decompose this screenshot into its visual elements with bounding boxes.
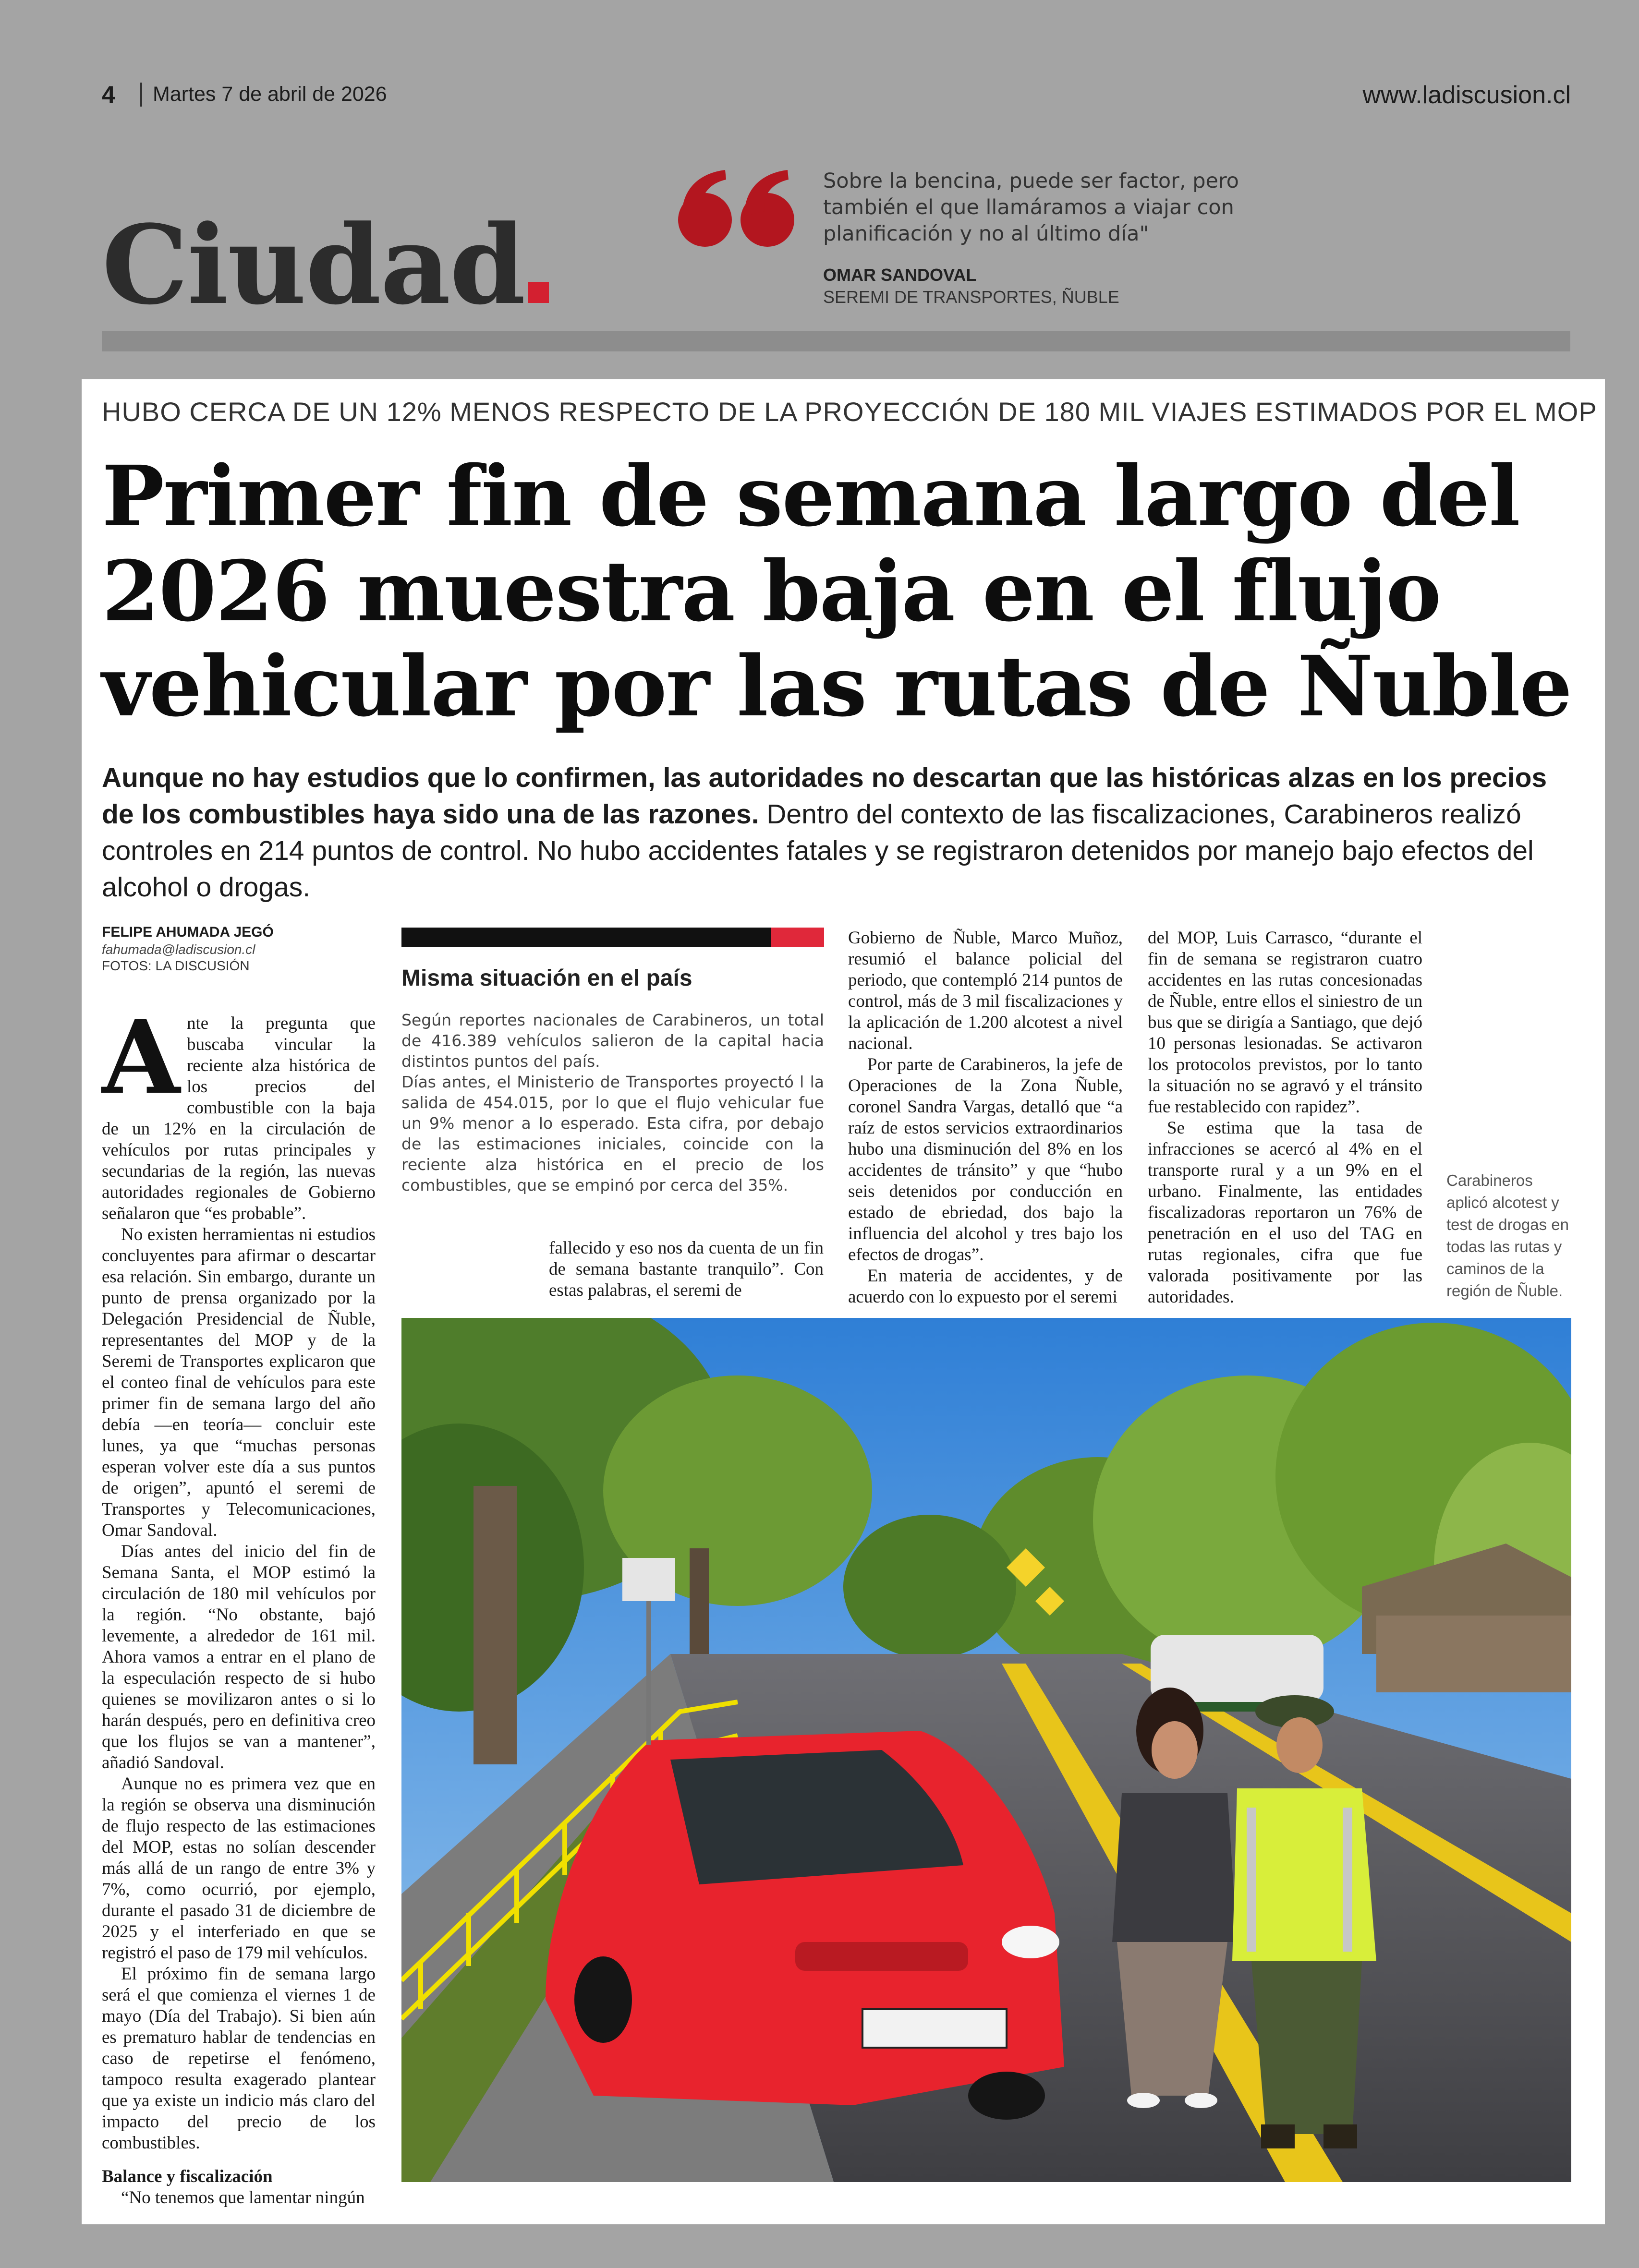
section-title-text: Ciudad (102, 202, 525, 329)
red-car (546, 1731, 1064, 2120)
paragraph: “No tenemos que lamentar ningún (121, 2188, 365, 2208)
photo-credit: FOTOS: LA DISCUSIÓN (102, 958, 250, 973)
article-photo (401, 1318, 1571, 2182)
body-column-3 (848, 928, 1123, 1308)
sign-pole (646, 1601, 651, 1745)
issue-date: Martes 7 de abril de 2026 (153, 83, 387, 106)
drop-cap: A (102, 998, 180, 1117)
box-title: Misma situación en el país (401, 965, 692, 991)
body-column-4 (1148, 928, 1422, 1308)
byline-author: FELIPE AHUMADA JEGÓ (102, 924, 274, 940)
box-bar-accent (771, 928, 824, 947)
byline-email[interactable]: fahumada@ladiscusion.cl (102, 942, 255, 957)
body-column-1 (102, 998, 376, 2208)
article-kicker: HUBO CERCA DE UN 12% MENOS RESPECTO DE LA PROYECCIÓN DE 180 MIL VIAJES ESTIMADOS POR EL MOP (102, 397, 1597, 427)
header-divider-bar (102, 331, 1570, 351)
section-title (102, 202, 549, 329)
article-headline: Primer fin de semana largo del 2026 muestra baja en el flujo vehicular por las rutas de Ñuble (102, 447, 1572, 735)
paragraph: Por parte de Carabineros, la jefe de Operaciones de la Zona Ñuble, coronel Sandra Vargas, detalló que “a raíz de estos servicios extraordinarios hubo una disminución del 8% en los accidentes de tránsito” y que “hubo seis detenidos por conducción en estado de ebriedad, dos bajo la influencia del alcohol y tres bajo los efectos de drogas”. (848, 1055, 1123, 1265)
paragraph: del MOP, Luis Carrasco, “durante el fin de semana se registraron cuatro accidentes en las rutas concesionadas de Ñuble, entre ellos el siniestro de un bus que se dirigía a Santiago, que dejó 10 personas lesionadas. Se activaron los protocolos previstos, por lo tanto la situación no se agravó y el tránsito fue restablecido con rapidez”. (1148, 928, 1422, 1117)
photo-caption: Carabineros aplicó alcotest y test de drogas en todas las rutas y caminos de la región de Ñuble. (1446, 1171, 1569, 1300)
page-number: 4 (102, 81, 115, 108)
box-paragraph: Días antes, el Ministerio de Transportes proyectó l la salida de 454.015, por lo que el flujo vehicular fue un 9% menor a lo esperado. Esta cifra, por debajo de las estimaciones iniciales, coincide con la reciente alza histórica en el precio de los combustibles, que se empinó por cerca del 35%. (401, 1073, 824, 1194)
paragraph: No existen herramientas ni estudios concluyentes para afirmar o descartar esa relación. Sin embargo, durante un punto de prensa organizado por la Delegación Presidencial de Ñuble, representantes del MOP y de la Seremi de Transportes explicaron que el conteo final de vehículos para este primer fin de semana largo del año debía —en teoría— concluir este lunes, ya que “muchas personas esperan volver este día a sus puntos de origen”, apuntó el seremi de Transportes y Telecomunicaciones, Omar Sandoval. (102, 1225, 376, 1540)
article-lede (102, 760, 1586, 905)
lede-bold: Aunque no hay estudios que lo confirmen, las autoridades no descartan que las históricas alzas en los precios de los combustibles haya sido una de las razones. (102, 762, 1547, 830)
pull-quote-author: OMAR SANDOVAL (823, 265, 977, 285)
paragraph: Días antes del inicio del fin de Semana Santa, el MOP estimó la circulación de 180 mil vehículos por la región. “No obstante, bajó levemente, a alrededor de 161 mil. Ahora vamos a entrar en el plano de la especulación respecto de si hubo quienes se movilizaron antes o si lo harán después, pero en definitiva creo que los flujos se van a mantener”, añadió Sandoval. (102, 1542, 376, 1773)
lede-rest: Dentro del contexto de las fiscalizaciones, Carabineros realizó controles en 214 puntos de control. No hubo accidentes fatales y se registraron detenidos por manejo bajo efectos del alcohol o drogas. (102, 799, 1534, 903)
paragraph: fallecido y eso nos da cuenta de un fin de semana bastante tranquilo”. Con estas palabras, el seremi de (549, 1238, 824, 1300)
body-column-2 (549, 1238, 824, 1301)
quote-icon (672, 163, 802, 250)
paragraph: Se estima que la tasa de infracciones se acercó al 4% en el transporte rural y a un 9% en el urbano. Finalmente, las entidades fiscalizadoras reportaron un 76% de penetración en el uso del TAG en rutas regionales, cifra que fue valorada positivamente por las autoridades. (1148, 1118, 1422, 1307)
box-bar (401, 928, 771, 947)
paragraph: Gobierno de Ñuble, Marco Muñoz, resumió el balance policial del periodo, que contempló 214 puntos de control, más de 3 mil fiscalizaciones y la aplicación de 1.200 alcotest a nivel nacional. (848, 928, 1123, 1053)
paragraph: En materia de accidentes, y de acuerdo con lo expuesto por el seremi (848, 1266, 1123, 1307)
subheading: Balance y fiscalización (102, 2167, 273, 2186)
website-url[interactable]: www.ladiscusion.cl (1362, 81, 1571, 109)
pull-quote-role: SEREMI DE TRANSPORTES, ÑUBLE (823, 287, 1119, 307)
section-dot (528, 282, 549, 303)
paragraph: Aunque no es primera vez que en la región se observa una disminución de flujo respecto de las estimaciones del MOP, estas no solían descender más allá de un rango de entre 3% y 7%, como ocurrió, por ejemplo, durante el pasado 31 de diciembre de 2025 y el interferiado en que se registró el paso de 179 mil vehículos. (102, 1774, 376, 1963)
header-separator (140, 83, 142, 107)
pull-quote-text: Sobre la bencina, puede ser factor, pero también el que llamáramos a viajar con planificación y no al último día" (823, 169, 1239, 246)
box-paragraph: Según reportes nacionales de Carabineros, un total de 416.389 vehículos salieron de la capital hacia distintos puntos del país. (401, 1011, 824, 1071)
paragraph: nte la pregunta que buscaba vincular la reciente alza histórica de los precios del combustible con la baja de un 12% en la circulación de vehículos por rutas principales y secundarias de la región, las nuevas autoridades regionales de Gobierno señalaron que “es probable”. (102, 1013, 376, 1223)
paragraph: El próximo fin de semana largo será el que comienza el viernes 1 de mayo (Día del Trabajo). Si bien aún es prematuro hablar de tendencias en caso de repetirse el fenómeno, tampoco resulta exagerado plantear que ya existe un indicio más claro del impacto del precio de los combustibles. (102, 1964, 376, 2153)
street-sign (622, 1558, 675, 1601)
box-text (401, 1010, 824, 1195)
